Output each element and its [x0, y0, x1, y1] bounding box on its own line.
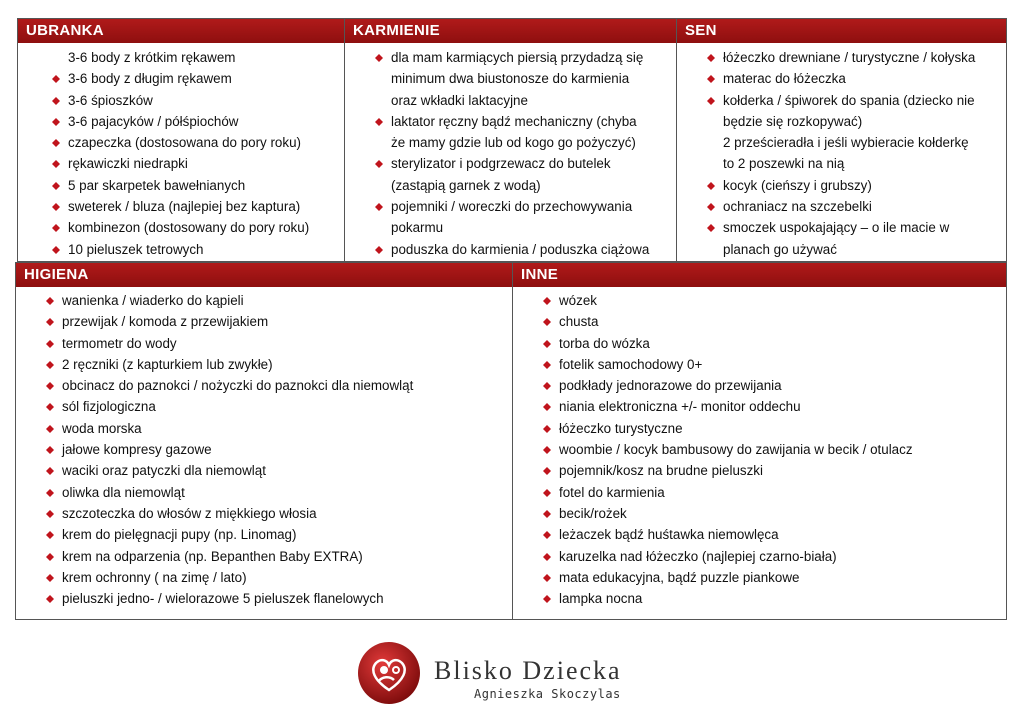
- list-item-text: woda morska: [62, 420, 142, 436]
- bullet-icon: [543, 297, 551, 305]
- list-item: [513, 311, 1006, 332]
- list-item-text: 5 par skarpetek bawełnianych: [68, 177, 246, 193]
- item-list: [18, 43, 344, 260]
- list-item: [16, 333, 512, 354]
- list-item: [677, 90, 1006, 111]
- list-item-text: chusta: [559, 314, 599, 330]
- list-item-text: 2 ręczniki (z kapturkiem lub zwykłe): [62, 356, 273, 372]
- list-item: [18, 239, 344, 260]
- list-item: [18, 111, 344, 132]
- bullet-icon: [543, 595, 551, 603]
- list-item-text: pojemnik/kosz na brudne pieluszki: [559, 463, 763, 479]
- list-item: [345, 90, 676, 111]
- list-item-text: woombie / kocyk bambusowy do zawijania w becik / otulacz: [559, 442, 913, 458]
- list-item: [513, 439, 1006, 460]
- list-item: [16, 588, 512, 609]
- bullet-icon: [46, 574, 54, 582]
- list-item: [345, 111, 676, 132]
- list-item: [513, 460, 1006, 481]
- list-item-text: pokarmu: [391, 220, 444, 236]
- list-item: [16, 460, 512, 481]
- list-item-text: waciki oraz patyczki dla niemowląt: [62, 463, 266, 479]
- list-item-text: rękawiczki niedrapki: [68, 156, 188, 172]
- bullet-icon: [52, 203, 60, 211]
- list-item: [513, 333, 1006, 354]
- bullet-icon: [52, 182, 60, 190]
- bullet-icon: [543, 425, 551, 433]
- list-item-text: laktator ręczny bądź mechaniczny (chyba: [391, 113, 637, 129]
- item-list: [677, 43, 1006, 260]
- bullet-icon: [543, 403, 551, 411]
- list-item-text: fotelik samochodowy 0+: [559, 356, 703, 372]
- list-item-text: szczoteczka do włosów z miękkiego włosia: [62, 505, 317, 521]
- list-item: [16, 439, 512, 460]
- list-item: [345, 47, 676, 68]
- list-item-text: będzie się rozkopywać): [723, 113, 863, 129]
- bullet-icon: [46, 297, 54, 305]
- list-item-text: sterylizator i podgrzewacz do butelek: [391, 156, 611, 172]
- list-item-text: podkłady jednorazowe do przewijania: [559, 378, 782, 394]
- bullet-icon: [46, 446, 54, 454]
- list-item-text: ochraniacz na szczebelki: [723, 199, 872, 215]
- bullet-icon: [52, 97, 60, 105]
- list-item: [677, 132, 1006, 153]
- section-title: SEN: [677, 19, 1006, 43]
- list-item: [16, 482, 512, 503]
- list-item-text: 3-6 body z krótkim rękawem: [68, 50, 236, 65]
- list-item: [677, 196, 1006, 217]
- list-item: [677, 47, 1006, 68]
- list-item: [677, 111, 1006, 132]
- bullet-icon: [375, 54, 383, 62]
- section-title: UBRANKA: [18, 19, 344, 43]
- list-item-text: leżaczek bądź huśtawka niemowlęca: [559, 527, 779, 543]
- list-item: [18, 217, 344, 238]
- list-item: [677, 239, 1006, 260]
- list-item-text: kombinezon (dostosowany do pory roku): [68, 220, 310, 236]
- list-item: [345, 239, 676, 260]
- list-item: [16, 290, 512, 311]
- bullet-icon: [52, 224, 60, 232]
- bullet-icon: [543, 553, 551, 561]
- list-item: [677, 217, 1006, 238]
- bullet-icon: [46, 510, 54, 518]
- bullet-icon: [543, 340, 551, 348]
- list-item: [513, 482, 1006, 503]
- list-item: [18, 196, 344, 217]
- section-title: INNE: [513, 263, 1006, 287]
- item-list: [513, 287, 1006, 609]
- bullet-icon: [543, 531, 551, 539]
- bullet-icon: [543, 510, 551, 518]
- list-item: [18, 175, 344, 196]
- list-item: [513, 375, 1006, 396]
- list-item-text: krem na odparzenia (np. Bepanthen Baby EXTRA): [62, 548, 363, 564]
- list-item: [513, 418, 1006, 439]
- list-item-text: lampka nocna: [559, 591, 643, 607]
- list-item: [345, 153, 676, 174]
- bullet-icon: [375, 118, 383, 126]
- bullet-icon: [707, 54, 715, 62]
- list-item: [677, 153, 1006, 174]
- list-item-text: oliwka dla niemowląt: [62, 484, 185, 500]
- list-item-text: kołderka / śpiworek do spania (dziecko nie: [723, 92, 975, 108]
- list-item-text: pieluszki jedno- / wielorazowe 5 pieluszek flanelowych: [62, 591, 384, 607]
- list-item-text: becik/rożek: [559, 505, 627, 521]
- bullet-icon: [46, 403, 54, 411]
- list-item-text: poduszka do karmienia / poduszka ciążowa: [391, 241, 650, 257]
- list-item: [513, 524, 1006, 545]
- list-item-text: łóżeczko drewniane / turystyczne / kołyska: [723, 50, 976, 65]
- list-item-text: fotel do karmienia: [559, 484, 665, 500]
- list-item: [18, 68, 344, 89]
- list-item-text: karuzelka nad łóżeczko (najlepiej czarno-biała): [559, 548, 837, 564]
- bullet-icon: [46, 318, 54, 326]
- list-item-text: planach go używać: [723, 241, 837, 257]
- section-title: HIGIENA: [16, 263, 512, 287]
- list-item: [18, 90, 344, 111]
- list-item: [18, 132, 344, 153]
- list-item-text: termometr do wody: [62, 335, 177, 351]
- list-item-text: łóżeczko turystyczne: [559, 420, 683, 436]
- list-item: [16, 567, 512, 588]
- list-item-text: materac do łóżeczka: [723, 71, 846, 87]
- bullet-icon: [707, 182, 715, 190]
- section-karmienie: [344, 18, 677, 262]
- section-title: KARMIENIE: [345, 19, 676, 43]
- bullet-icon: [46, 467, 54, 475]
- list-item-text: krem do pielęgnacji pupy (np. Linomag): [62, 527, 297, 543]
- bullet-icon: [375, 203, 383, 211]
- section-sen: [676, 18, 1007, 262]
- bullet-icon: [52, 160, 60, 168]
- brand-subtitle: Agnieszka Skoczylas: [474, 687, 621, 701]
- list-item: [513, 588, 1006, 609]
- bullet-icon: [543, 489, 551, 497]
- bullet-icon: [46, 553, 54, 561]
- list-item-text: dla mam karmiących piersią przydadzą się: [391, 50, 644, 65]
- section-ubranka: [17, 18, 345, 262]
- list-item-text: kocyk (cieńszy i grubszy): [723, 177, 872, 193]
- list-item: [18, 153, 344, 174]
- list-item: [18, 47, 344, 68]
- list-item: [677, 68, 1006, 89]
- bullet-icon: [52, 246, 60, 254]
- list-item-text: oraz wkładki laktacyjne: [391, 92, 528, 108]
- list-item: [16, 396, 512, 417]
- bullet-icon: [543, 467, 551, 475]
- list-item-text: 10 pieluszek tetrowych: [68, 241, 204, 257]
- bullet-icon: [543, 382, 551, 390]
- list-item: [16, 524, 512, 545]
- list-item: [513, 396, 1006, 417]
- list-item: [345, 68, 676, 89]
- list-item-text: czapeczka (dostosowana do pory roku): [68, 135, 301, 151]
- bullet-icon: [707, 203, 715, 211]
- list-item: [345, 132, 676, 153]
- list-item-text: to 2 poszewki na nią: [723, 156, 845, 172]
- bullet-icon: [46, 361, 54, 369]
- list-item-text: mata edukacyjna, bądź puzzle piankowe: [559, 569, 800, 585]
- list-item: [16, 354, 512, 375]
- list-item: [513, 290, 1006, 311]
- bullet-icon: [375, 246, 383, 254]
- list-item-text: minimum dwa biustonosze do karmienia: [391, 71, 630, 87]
- list-item: [16, 375, 512, 396]
- bullet-icon: [46, 425, 54, 433]
- item-list: [345, 43, 676, 260]
- list-item-text: pojemniki / woreczki do przechowywania: [391, 199, 633, 215]
- list-item-text: torba do wózka: [559, 335, 650, 351]
- bullet-icon: [46, 489, 54, 497]
- bullet-icon: [46, 531, 54, 539]
- bullet-icon: [52, 75, 60, 83]
- list-item-text: 3-6 śpioszków: [68, 92, 153, 108]
- list-item: [16, 418, 512, 439]
- mother-child-heart-logo-icon: [356, 640, 422, 706]
- bullet-icon: [543, 446, 551, 454]
- list-item-text: wózek: [559, 293, 597, 308]
- list-item: [345, 175, 676, 196]
- bullet-icon: [707, 97, 715, 105]
- list-item: [345, 217, 676, 238]
- bullet-icon: [46, 595, 54, 603]
- list-item: [16, 546, 512, 567]
- bullet-icon: [543, 574, 551, 582]
- list-item-text: obcinacz do paznokci / nożyczki do paznokci dla niemowląt: [62, 378, 414, 394]
- bullet-icon: [543, 361, 551, 369]
- list-item-text: jałowe kompresy gazowe: [62, 442, 212, 458]
- list-item-text: sweterek / bluza (najlepiej bez kaptura): [68, 199, 301, 215]
- list-item: [345, 196, 676, 217]
- list-item: [513, 567, 1006, 588]
- brand-logo: [356, 640, 676, 710]
- list-item-text: 3-6 pajacyków / półśpiochów: [68, 113, 239, 129]
- list-item-text: (zastąpią garnek z wodą): [391, 177, 541, 193]
- bullet-icon: [46, 340, 54, 348]
- list-item: [513, 546, 1006, 567]
- list-item: [513, 354, 1006, 375]
- list-item-text: wanienka / wiaderko do kąpieli: [62, 293, 244, 308]
- list-item: [16, 503, 512, 524]
- list-item: [513, 503, 1006, 524]
- list-item-text: sól fizjologiczna: [62, 399, 156, 415]
- section-inne: [512, 262, 1007, 620]
- item-list: [16, 287, 512, 609]
- bullet-icon: [543, 318, 551, 326]
- brand-name: Blisko Dziecka: [434, 656, 622, 685]
- list-item: [16, 311, 512, 332]
- list-item-text: 3-6 body z długim rękawem: [68, 71, 232, 87]
- bullet-icon: [46, 382, 54, 390]
- list-item-text: że mamy gdzie lub od kogo go pożyczyć): [391, 135, 636, 151]
- list-item-text: krem ochronny ( na zimę / lato): [62, 569, 247, 585]
- list-item-text: 2 prześcieradła i jeśli wybieracie kołderkę: [723, 135, 969, 151]
- section-higiena: [15, 262, 513, 620]
- list-item-text: smoczek uspokajający – o ile macie w: [723, 220, 950, 236]
- bullet-icon: [707, 75, 715, 83]
- bullet-icon: [52, 139, 60, 147]
- list-item-text: przewijak / komoda z przewijakiem: [62, 314, 269, 330]
- list-item: [677, 175, 1006, 196]
- list-item-text: niania elektroniczna +/- monitor oddechu: [559, 399, 801, 415]
- bullet-icon: [52, 118, 60, 126]
- bullet-icon: [375, 160, 383, 168]
- bullet-icon: [707, 224, 715, 232]
